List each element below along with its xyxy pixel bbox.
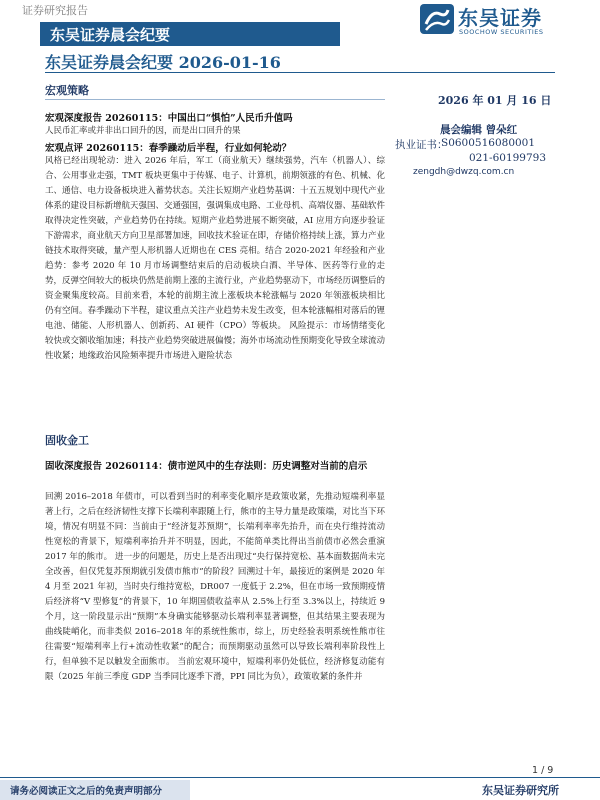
report-summary: 人民币汇率或并非出口回升的因，而是出口回升的果 <box>45 126 241 136</box>
section-title-macro: 宏观策略 <box>45 84 89 97</box>
page-title: 东吴证券晨会纪要 2026-01-16 <box>45 53 281 72</box>
report-date: 2026 年 01 月 16 日 <box>438 94 552 107</box>
logo-subtext: SOOCHOW SECURITIES <box>459 28 544 36</box>
editor-name: 晨会编辑 曾朵红 <box>440 124 518 136</box>
disclaimer-text: 请务必阅读正文之后的免责声明部分 <box>10 786 163 797</box>
report-heading: 宏观点评 20260115：春季躁动后半程，行业如何轮动？ <box>45 143 292 154</box>
section-title-fixed-income: 固收金工 <box>45 434 89 447</box>
page-number: 1 / 9 <box>532 765 554 776</box>
report-body: 风格已经出现轮动：进入 2026 年后，军工（商业航天）继续强势，汽车（机器人）、综合、公用事业走强，TMT 板块更集中于传媒、电子、计算机，前期领涨的有色、机械、化工、通信、电力设备板块进入蓄势状态。关注长短期产业趋势基调：十五五规划中现代产业体系的建设目标新增航天强国、交通强国，强调集成电路、工业母机、高端仪器、基础软件取得决定性突破，产业趋势仍在持续。短期产业趋势进展不断突破，AI 应用方向逐步验证下游需求，商业航天方向卫星部署加速，回收技术验证在即，存储价格持续上涨，算力产业链技术取得突破，量产型人形机器人近期也在 CES 亮相。结合 2020-2021 年经验和产业趋势：参考 2020 年 10 月市场调整结束后的启动板块白酒、半导体、医药等行业的走势，反弹空间较大的板块仍然是前期上涨的主流行业，产业趋势驱动下，市场经历调整后的资金聚集度较高。目前来看，本轮的前期主流上涨板块本轮涨幅与 2020 年领涨板块相比仍有空间。春季躁动下半程，建议重点关注产业趋势未发生改变，但本轮涨幅相对落后的锂电池、储能、人形机器人、创新药、AI 硬件（CPO）等板块。 风险提示：市场情绪变化较快或交额收缩加速；科技产业趋势突破进展偏慢；海外市场流动性预期变化导致全球流动性收紧；地缘政治风险频率提升市场进入避险状态 <box>45 156 386 361</box>
report-heading: 宏观深度报告 20260115：中国出口“惧怕”人民币升值吗 <box>45 113 293 124</box>
soochow-logo-icon <box>420 4 454 34</box>
logo-text: 东吴证券 <box>458 6 542 30</box>
report-category: 证券研究报告 <box>22 4 88 17</box>
certificate-number: S0600516080001 <box>441 137 536 149</box>
email-address: zengdh@dwzq.com.cn <box>413 167 515 177</box>
title-divider <box>45 72 555 73</box>
header-band-title: 东吴证券晨会纪要 <box>50 26 171 44</box>
certificate-label: 执业证书： <box>395 139 448 151</box>
section-divider <box>45 99 385 100</box>
footer-brand: 东吴证券研究所 <box>482 784 559 797</box>
footer-divider <box>0 777 600 778</box>
report-heading: 固收深度报告 20260114：债市逆风中的生存法则：历史调整对当前的启示 <box>45 461 368 472</box>
phone-number: 021-60199793 <box>469 152 547 164</box>
report-body: 回溯 2016–2018 年债市，可以看到当时的利率变化顺序是政策收紧，先推动短端利率显著上行，之后在经济韧性支撑下长端利率跟随上行，熊市的主导力量是政策端，对比当下环境，情况有明显不同：当前由于“经济复苏预期”，长端利率率先抬升，而在央行维持流动性宽松的背景下，短端利率抬升并不明显，因此，不能简单类比得出当前债市必然会重演 2017 年的熊市。 进一步的问题是，历史上是否出现过“央行保持宽松、基本面数据尚未完全改善，但仅凭复苏预期就引发债市熊市”的阶段？回溯过十年，最接近的案例是 2020 年 4 月至 2021 年初，当时央行维持宽松，DR007 一度低于 2.2%，但在市场一致预期疫情后经济将“V 型修复”的背景下，10 年期国债收益率从 2.5%上行至 3.3%以上，持续近 9 个月，这一阶段显示出“预期”本身确实能够驱动长端利率显著调整，但其结果主要表现为曲线陡峭化，而非类似 2016–2018 年的系统性熊市，综上，历史经验表明系统性熊市往往需要“短端利率上行+流动性收紧”的配合；而预期驱动虽然可以导致长端利率阶段性上行，但单独不足以触发全面熊市。 当前宏观环境中，短端利率仍处低位，经济修复动能有限（2025 年前三季度 GDP 当季同比逐季下滑，PPI 同比为负），政策收紧的条件并 <box>45 492 386 682</box>
